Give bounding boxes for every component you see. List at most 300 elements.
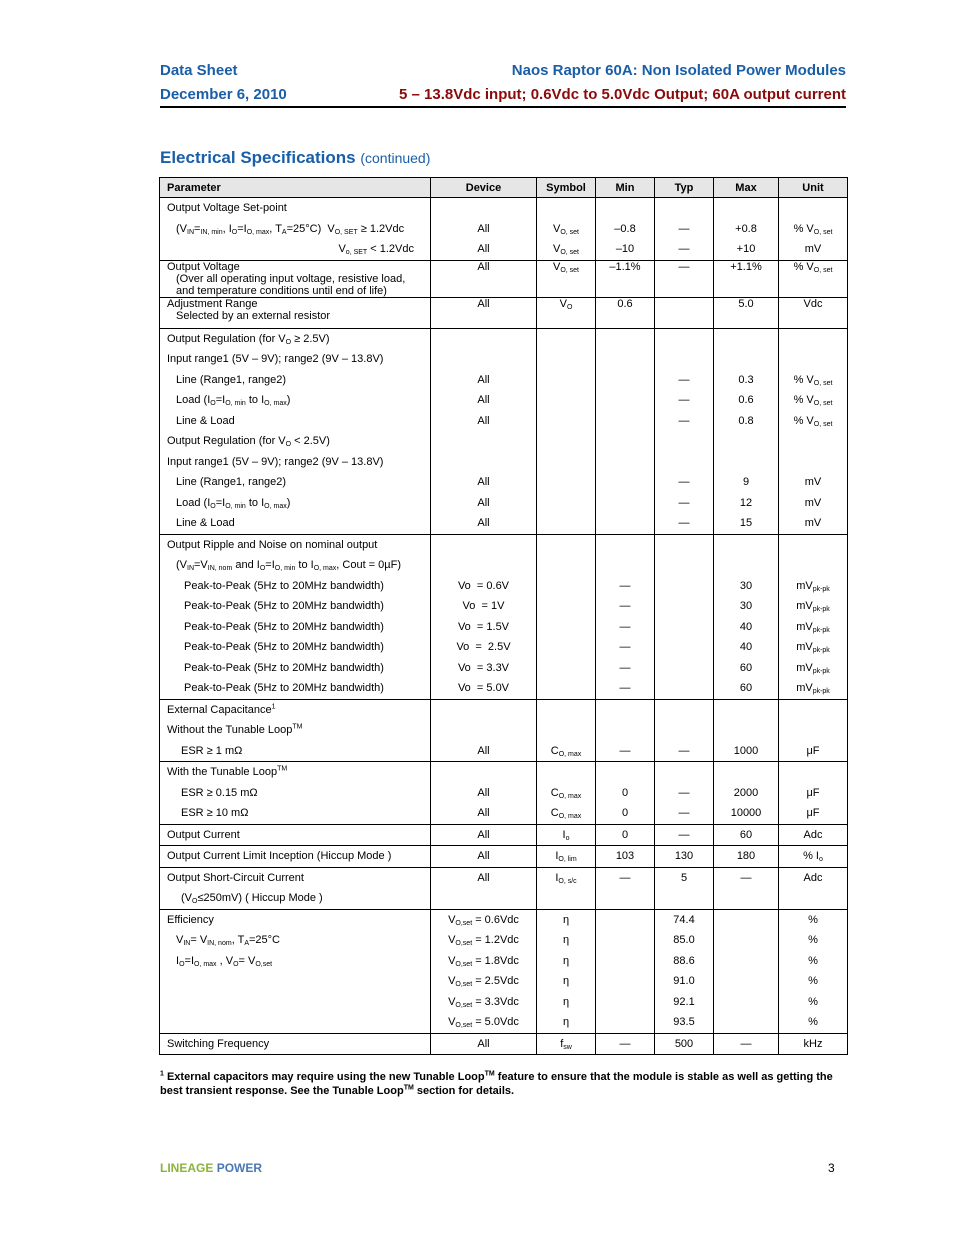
value-cell: $mV_{pk-pk}$ <box>779 658 848 679</box>
value-cell <box>655 596 714 617</box>
value-cell: +1.1% <box>714 260 779 297</box>
value-cell <box>655 762 714 783</box>
table-row <box>160 1033 848 1055</box>
value-cell <box>655 452 714 473</box>
col-header: Typ <box>655 178 714 198</box>
brand-lineage: LINEAGE <box>160 1161 214 1175</box>
table-row <box>160 513 848 534</box>
value-cell <box>779 762 848 783</box>
value-cell <box>714 431 779 452</box>
value-cell: — <box>596 596 655 617</box>
value-cell <box>431 198 537 219</box>
value-cell: — <box>655 472 714 493</box>
value-cell <box>537 370 596 391</box>
param-cell: ESR ≥ 10 mΩ <box>160 803 431 824</box>
value-cell: 91.0 <box>655 971 714 992</box>
table-row <box>160 472 848 493</box>
param-cell: Peak-to-Peak (5Hz to 20MHz bandwidth) <box>160 576 431 597</box>
value-cell <box>596 198 655 219</box>
value-cell: mV <box>779 472 848 493</box>
param-cell: Line (Range1, range2) <box>160 472 431 493</box>
value-cell: — <box>655 493 714 514</box>
table-row <box>160 390 848 411</box>
value-cell <box>596 971 655 992</box>
value-cell: All <box>431 493 537 514</box>
value-cell <box>655 617 714 638</box>
header-divider <box>160 106 846 108</box>
table-row <box>160 909 848 930</box>
param-cell: External Capacitance$^1$ <box>160 699 431 720</box>
doc-date: December 6, 2010 <box>160 86 287 103</box>
table-row <box>160 534 848 555</box>
value-cell: % <box>779 951 848 972</box>
value-cell: 0.6 <box>596 297 655 328</box>
value-cell <box>655 297 714 328</box>
value-cell: 12 <box>714 493 779 514</box>
value-cell <box>596 349 655 370</box>
value-cell: 130 <box>655 846 714 868</box>
value-cell <box>779 452 848 473</box>
param-cell: Line & Load <box>160 411 431 432</box>
param-cell: ESR ≥ 0.15 mΩ <box>160 783 431 804</box>
value-cell <box>596 328 655 349</box>
table-row <box>160 198 848 219</box>
param-cell: Line & Load <box>160 513 431 534</box>
table-row <box>160 596 848 617</box>
table-row <box>160 637 848 658</box>
value-cell: 2000 <box>714 783 779 804</box>
table-row <box>160 576 848 597</box>
product-subtitle: 5 – 13.8Vdc input; 0.6Vdc to 5.0Vdc Output; 60A output current <box>398 86 846 103</box>
value-cell: % <box>779 992 848 1013</box>
value-cell <box>655 720 714 741</box>
value-cell <box>655 328 714 349</box>
table-row <box>160 1012 848 1033</box>
value-cell: 1000 <box>714 741 779 762</box>
value-cell <box>537 534 596 555</box>
value-cell: $V_{O,set} = 1.8Vdc$ <box>431 951 537 972</box>
value-cell <box>714 328 779 349</box>
value-cell <box>714 971 779 992</box>
value-cell <box>596 720 655 741</box>
page-number: 3 <box>828 1161 835 1175</box>
value-cell <box>596 1012 655 1033</box>
table-row <box>160 219 848 240</box>
value-cell: –10 <box>596 239 655 260</box>
param-cell: ($V_{IN}=V_{IN, nom}$ and $I_O=I_{O, min}$ to $I_{O, max}$, Cout = 0µF) <box>160 555 431 576</box>
value-cell <box>655 699 714 720</box>
param-cell: Without the Tunable Loop™ <box>160 720 431 741</box>
param-cell: Peak-to-Peak (5Hz to 20MHz bandwidth) <box>160 596 431 617</box>
value-cell: 500 <box>655 1033 714 1055</box>
table-row <box>160 349 848 370</box>
value-cell <box>655 555 714 576</box>
param-cell <box>160 971 431 992</box>
value-cell: All <box>431 239 537 260</box>
value-cell: % $V_{O, set}$ <box>779 390 848 411</box>
value-cell: All <box>431 297 537 328</box>
value-cell: All <box>431 1033 537 1055</box>
value-cell <box>714 888 779 909</box>
value-cell <box>714 699 779 720</box>
value-cell: $V_O$ <box>537 297 596 328</box>
value-cell: 85.0 <box>655 930 714 951</box>
table-row <box>160 493 848 514</box>
table-body <box>160 198 848 1055</box>
value-cell: Vo = 2.5V <box>431 637 537 658</box>
table-row <box>160 297 848 328</box>
value-cell: 0.6 <box>714 390 779 411</box>
value-cell: % <box>779 971 848 992</box>
value-cell: 180 <box>714 846 779 868</box>
value-cell: 92.1 <box>655 992 714 1013</box>
param-cell: Output Short-Circuit Current <box>160 867 431 888</box>
value-cell <box>655 534 714 555</box>
param-cell: Adjustment Range Selected by an external resistor <box>160 297 431 328</box>
table-row <box>160 260 848 297</box>
value-cell: All <box>431 741 537 762</box>
table-row <box>160 762 848 783</box>
value-cell: — <box>655 219 714 240</box>
value-cell <box>714 909 779 930</box>
value-cell: All <box>431 783 537 804</box>
value-cell: mV <box>779 493 848 514</box>
value-cell: — <box>655 824 714 846</box>
electrical-spec-table <box>159 177 848 1055</box>
value-cell: η <box>537 971 596 992</box>
value-cell: $C_{O, max}$ <box>537 741 596 762</box>
value-cell <box>431 888 537 909</box>
value-cell <box>537 555 596 576</box>
table-row <box>160 783 848 804</box>
value-cell: $C_{O, max}$ <box>537 783 596 804</box>
value-cell <box>714 534 779 555</box>
value-cell <box>596 909 655 930</box>
value-cell: –0.8 <box>596 219 655 240</box>
value-cell: 15 <box>714 513 779 534</box>
value-cell: 103 <box>596 846 655 868</box>
table-row <box>160 741 848 762</box>
value-cell: 60 <box>714 824 779 846</box>
col-header: Max <box>714 178 779 198</box>
param-cell: Switching Frequency <box>160 1033 431 1055</box>
section-heading <box>160 148 430 168</box>
param-cell: Output Current Limit Inception (Hiccup Mode ) <box>160 846 431 868</box>
value-cell: $V_{O,set} = 3.3Vdc$ <box>431 992 537 1013</box>
value-cell <box>537 762 596 783</box>
value-cell: — <box>714 867 779 888</box>
value-cell: — <box>655 783 714 804</box>
value-cell <box>714 762 779 783</box>
value-cell: mV <box>779 513 848 534</box>
value-cell: η <box>537 951 596 972</box>
value-cell <box>537 411 596 432</box>
value-cell: All <box>431 260 537 297</box>
param-cell: With the Tunable Loop™ <box>160 762 431 783</box>
value-cell <box>596 992 655 1013</box>
value-cell: All <box>431 472 537 493</box>
value-cell: $f_{sw}$ <box>537 1033 596 1055</box>
param-cell: Peak-to-Peak (5Hz to 20MHz bandwidth) <box>160 658 431 679</box>
value-cell <box>431 349 537 370</box>
table-row <box>160 658 848 679</box>
value-cell <box>596 534 655 555</box>
value-cell: — <box>596 867 655 888</box>
table-row <box>160 328 848 349</box>
value-cell: $mV_{pk-pk}$ <box>779 596 848 617</box>
value-cell: μF <box>779 803 848 824</box>
param-cell: Efficiency <box>160 909 431 930</box>
param-cell: Input range1 (5V – 9V); range2 (9V – 13.8V) <box>160 452 431 473</box>
param-cell: Output Current <box>160 824 431 846</box>
value-cell <box>714 349 779 370</box>
table-row <box>160 617 848 638</box>
param-cell: ($V_{IN}=_{IN, min}$, $I_O=I_{O, max}$, $T_A=25^\circ C$) $V_{O, SET} \ge 1.2Vdc$ <box>160 219 431 240</box>
param-cell: Load ($I_O=I_{O, min}$ to $I_{O, max}$) <box>160 390 431 411</box>
value-cell: $mV_{pk-pk}$ <box>779 617 848 638</box>
value-cell <box>537 198 596 219</box>
value-cell: $V_{O, set}$ <box>537 260 596 297</box>
param-cell: Output Ripple and Noise on nominal output <box>160 534 431 555</box>
value-cell: % <box>779 909 848 930</box>
value-cell: Adc <box>779 867 848 888</box>
value-cell: 9 <box>714 472 779 493</box>
table-row <box>160 239 848 260</box>
value-cell: $mV_{pk-pk}$ <box>779 637 848 658</box>
value-cell: — <box>655 390 714 411</box>
value-cell <box>537 431 596 452</box>
value-cell: — <box>655 513 714 534</box>
value-cell: 74.4 <box>655 909 714 930</box>
value-cell: — <box>596 576 655 597</box>
col-header: Device <box>431 178 537 198</box>
value-cell: η <box>537 909 596 930</box>
section-continued: (continued) <box>360 150 431 166</box>
col-header: Parameter <box>160 178 431 198</box>
value-cell: $V_{O, set}$ <box>537 239 596 260</box>
value-cell <box>537 513 596 534</box>
value-cell: $V_{O, set}$ <box>537 219 596 240</box>
param-cell: $I_O=I_{O, max}$ , $V_O= V_{O,set}$ <box>160 951 431 972</box>
value-cell: % $V_{O, set}$ <box>779 411 848 432</box>
table-row <box>160 846 848 868</box>
value-cell: $mV_{pk-pk}$ <box>779 576 848 597</box>
value-cell: $C_{O, max}$ <box>537 803 596 824</box>
value-cell <box>537 617 596 638</box>
value-cell <box>537 576 596 597</box>
value-cell: μF <box>779 741 848 762</box>
value-cell <box>596 762 655 783</box>
value-cell <box>596 431 655 452</box>
value-cell: All <box>431 824 537 846</box>
value-cell: 0.8 <box>714 411 779 432</box>
value-cell <box>779 349 848 370</box>
value-cell: All <box>431 867 537 888</box>
param-cell: Line (Range1, range2) <box>160 370 431 391</box>
param-cell: Peak-to-Peak (5Hz to 20MHz bandwidth) <box>160 678 431 699</box>
value-cell: +10 <box>714 239 779 260</box>
value-cell <box>596 370 655 391</box>
value-cell <box>537 596 596 617</box>
value-cell <box>714 930 779 951</box>
value-cell: μF <box>779 783 848 804</box>
value-cell <box>779 699 848 720</box>
value-cell <box>655 658 714 679</box>
table-row <box>160 888 848 909</box>
param-cell: Peak-to-Peak (5Hz to 20MHz bandwidth) <box>160 617 431 638</box>
value-cell <box>655 576 714 597</box>
value-cell <box>537 349 596 370</box>
value-cell <box>596 888 655 909</box>
value-cell <box>596 472 655 493</box>
value-cell: All <box>431 219 537 240</box>
value-cell: 10000 <box>714 803 779 824</box>
value-cell <box>596 411 655 432</box>
value-cell: –1.1% <box>596 260 655 297</box>
table-row <box>160 867 848 888</box>
table-row <box>160 411 848 432</box>
value-cell: — <box>655 370 714 391</box>
value-cell: 0 <box>596 783 655 804</box>
table-row <box>160 824 848 846</box>
value-cell <box>596 493 655 514</box>
value-cell: — <box>596 617 655 638</box>
value-cell <box>537 720 596 741</box>
param-cell <box>160 992 431 1013</box>
value-cell: η <box>537 1012 596 1033</box>
value-cell <box>655 678 714 699</box>
value-cell: +0.8 <box>714 219 779 240</box>
value-cell: All <box>431 370 537 391</box>
value-cell: All <box>431 846 537 868</box>
param-cell: Load ($I_O=I_{O, min}$ to $I_{O, max}$) <box>160 493 431 514</box>
value-cell: 30 <box>714 576 779 597</box>
col-header: Min <box>596 178 655 198</box>
param-cell: $V_{IN}= V_{IN, nom}$, $T_A=25^\circ C$ <box>160 930 431 951</box>
value-cell: — <box>655 260 714 297</box>
value-cell: Vdc <box>779 297 848 328</box>
footnote: $^1$ External capacitors may require using the new Tunable Loop™ feature to ensure that the module is stable as well as getting the best transient response. See the Tunable Loop™ section for details. <box>160 1070 833 1097</box>
table-row <box>160 971 848 992</box>
value-cell: — <box>714 1033 779 1055</box>
value-cell: Vo = 3.3V <box>431 658 537 679</box>
value-cell <box>537 328 596 349</box>
value-cell: η <box>537 992 596 1013</box>
table-row <box>160 930 848 951</box>
value-cell <box>431 762 537 783</box>
value-cell: % $V_{O, set}$ <box>779 219 848 240</box>
value-cell <box>714 951 779 972</box>
value-cell: All <box>431 390 537 411</box>
param-cell: $V_{o, SET} < 1.2Vdc$ <box>160 239 431 260</box>
col-header: Unit <box>779 178 848 198</box>
value-cell: $I_{O, lim}$ <box>537 846 596 868</box>
value-cell <box>596 452 655 473</box>
value-cell <box>714 992 779 1013</box>
value-cell: % $V_{O, set}$ <box>779 370 848 391</box>
value-cell <box>655 431 714 452</box>
value-cell: Vo = 1.5V <box>431 617 537 638</box>
value-cell: 0 <box>596 824 655 846</box>
value-cell <box>537 493 596 514</box>
value-cell <box>655 198 714 219</box>
value-cell <box>431 555 537 576</box>
doc-type: Data Sheet <box>160 62 238 79</box>
value-cell: kHz <box>779 1033 848 1055</box>
value-cell <box>431 431 537 452</box>
value-cell <box>779 720 848 741</box>
value-cell: — <box>655 239 714 260</box>
value-cell: — <box>655 741 714 762</box>
value-cell <box>596 699 655 720</box>
value-cell: Vo = 0.6V <box>431 576 537 597</box>
param-cell: Peak-to-Peak (5Hz to 20MHz bandwidth) <box>160 637 431 658</box>
value-cell <box>431 720 537 741</box>
table-row <box>160 803 848 824</box>
col-header: Symbol <box>537 178 596 198</box>
value-cell <box>537 472 596 493</box>
value-cell: — <box>655 411 714 432</box>
param-cell: ESR ≥ 1 mΩ <box>160 741 431 762</box>
footer-brand <box>160 1161 262 1175</box>
value-cell: All <box>431 411 537 432</box>
table-row <box>160 555 848 576</box>
value-cell: 40 <box>714 637 779 658</box>
table-row <box>160 431 848 452</box>
param-cell: Output Voltage Set-point <box>160 198 431 219</box>
value-cell: % <box>779 930 848 951</box>
value-cell: 88.6 <box>655 951 714 972</box>
value-cell <box>714 555 779 576</box>
value-cell: — <box>596 741 655 762</box>
value-cell: $V_{O,set} = 5.0Vdc$ <box>431 1012 537 1033</box>
value-cell: 5.0 <box>714 297 779 328</box>
value-cell: 60 <box>714 678 779 699</box>
table-row <box>160 951 848 972</box>
value-cell <box>596 390 655 411</box>
value-cell <box>779 534 848 555</box>
value-cell <box>655 349 714 370</box>
value-cell <box>537 452 596 473</box>
value-cell: — <box>655 803 714 824</box>
value-cell <box>714 720 779 741</box>
param-cell: Output Voltage (Over all operating input voltage, resistive load, and temperature conditions until end of life) <box>160 260 431 297</box>
value-cell: — <box>596 1033 655 1055</box>
value-cell: — <box>596 658 655 679</box>
value-cell: η <box>537 930 596 951</box>
value-cell: $I_{O, s/c}$ <box>537 867 596 888</box>
param-cell: $(V_O\le 250mV)$ ( Hiccup Mode ) <box>160 888 431 909</box>
table-row <box>160 452 848 473</box>
value-cell <box>714 452 779 473</box>
value-cell: — <box>596 678 655 699</box>
table-row <box>160 678 848 699</box>
value-cell: $mV_{pk-pk}$ <box>779 678 848 699</box>
table-row <box>160 992 848 1013</box>
value-cell: 60 <box>714 658 779 679</box>
value-cell <box>779 431 848 452</box>
table-row <box>160 370 848 391</box>
value-cell: % $I_o$ <box>779 846 848 868</box>
value-cell <box>714 1012 779 1033</box>
value-cell <box>779 198 848 219</box>
param-cell <box>160 1012 431 1033</box>
value-cell <box>431 452 537 473</box>
value-cell: 0 <box>596 803 655 824</box>
value-cell <box>431 328 537 349</box>
value-cell <box>537 658 596 679</box>
table-header-row <box>160 178 848 198</box>
